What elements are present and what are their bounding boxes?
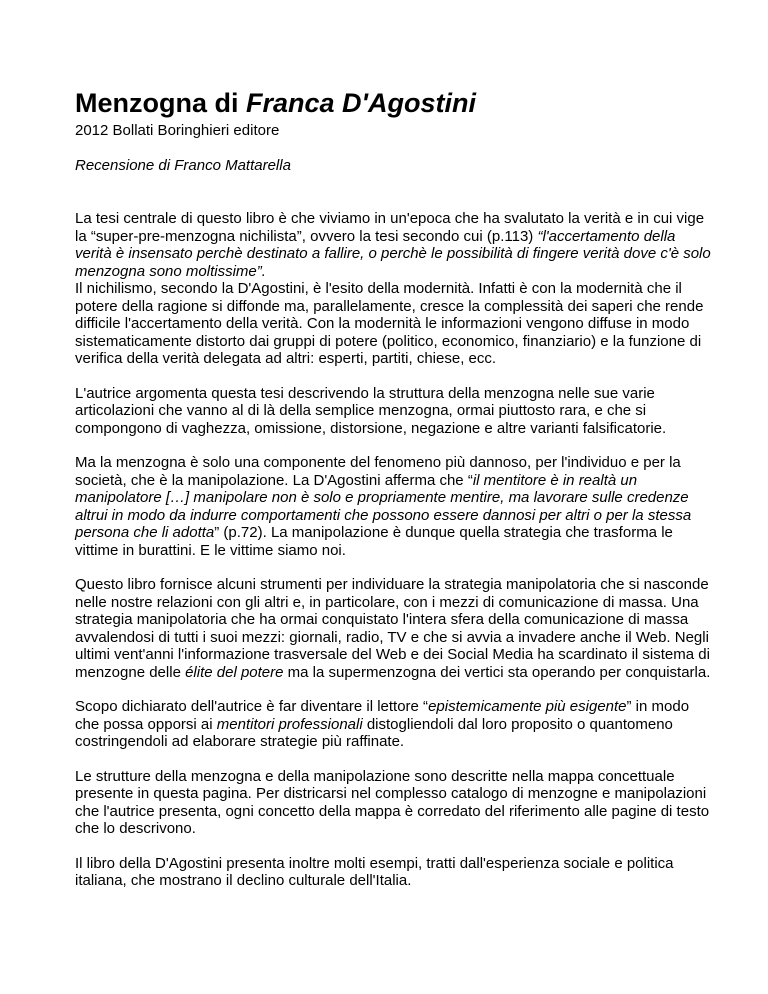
paragraph-1-text: La tesi centrale di questo libro è che viviamo in un'epoca che ha svalutato la verità e in cui vige la “super-pre-menzogna nichilista”, ovvero la tesi secondo cui (p.113)	[75, 210, 705, 245]
paragraph-5-text: Scopo dichiarato dell'autrice è far diventare il lettore “	[75, 698, 429, 715]
paragraph-5-emphasis-1: epistemicamente più esigente	[428, 698, 627, 715]
paragraph-5-text-3: distogliendoli dal loro proposito o quantomeno costringendoli ad elaborare strategie più raffinate.	[75, 715, 673, 750]
paragraph-2: L'autrice argomenta questa tesi descrivendo la struttura della menzogna nelle sue varie articolazioni che vanno al di là della semplice menzogna, ormai piuttosto rara, e che si compongono di vaghezza, omissione, distorsione, negazione e altre varianti falsificatorie.	[75, 384, 667, 437]
paragraph-5	[75, 698, 715, 751]
paragraph-4-continuation: ma la supermenzogna dei vertici sta operando per conquistarla.	[283, 663, 711, 681]
paragraph-1-quote: “l'accertamento della verità è insensato perchè destinato a fallire, o perchè le possibilità di fingere verità dove c'è solo menzogna sono moltissime”.	[75, 227, 711, 280]
paragraph-1-continuation: Il nichilismo, secondo la D'Agostini, è l'esito della modernità. Infatti è con la modernità che il potere della ragione si diffonde ma, parallelamente, cresce la complessità dei saperi che rende difficile l'accertamento della verità. Con la modernità le informazioni vengono diffuse in modo sistematicamente distorto dai gruppi di potere (politico, economico, finanziario) e la funzione di verifica della verità delegata ad altri: esperti, partiti, chiese, ecc.	[75, 280, 704, 367]
paragraph-5-emphasis-2: mentitori professionali	[216, 715, 363, 733]
paragraph-4-text: Questo libro fornisce alcuni strumenti per individuare la strategia manipolatoria che si nasconde nelle nostre relazioni con gli altri e, in particolare, con i mezzi di comunicazione di massa. Una strategia manipolatoria che ha ormai conquistato l'intera sfera della comunicazione di massa avvalendosi di tutti i suoi mezzi: giornali, radio, TV e che si avvia a invadere anche il Web. Negli ultimi vent'anni l'informazione trasversale del Web e dei Social Media ha scardinato il sistema di menzogne delle	[75, 576, 710, 681]
book-author: Franca D'Agostini	[246, 88, 476, 118]
reviewer-line: Recensione di Franco Mattarella	[75, 157, 291, 174]
paragraph-3-quote: il mentitore è in realtà un manipolatore […] manipolare non è solo e propriamente mentire, ma lavorare sulle credenze altrui in modo da indurre comportamenti che possono essere dannosi per altri o per la stessa persona che li adotta	[75, 471, 692, 541]
paragraph-3	[75, 454, 715, 559]
book-title: Menzogna	[75, 88, 207, 118]
paragraph-1	[75, 210, 715, 368]
paragraph-6: Le strutture della menzogna e della manipolazione sono descritte nella mappa concettuale presente in questa pagina. Per districarsi nel complesso catalogo di menzogne e manipolazioni che l'autrice presenta, ogni concetto della mappa è corredato del riferimento alle pagine di testo che lo descrivono.	[75, 767, 710, 837]
paragraph-5-text-2: ” in modo che possa opporsi ai	[75, 698, 690, 733]
paragraph-3-continuation: ” (p.72). La manipolazione è dunque quella strategia che trasforma le vittime in burattini. E le vittime siamo noi.	[75, 524, 673, 559]
paragraph-7: Il libro della D'Agostini presenta inoltre molti esempi, tratti dall'esperienza sociale e politica italiana, che mostrano il declino culturale dell'Italia.	[75, 854, 674, 889]
paragraph-4	[75, 576, 715, 681]
document-page	[75, 88, 715, 890]
document-title	[75, 88, 715, 118]
paragraph-3-text: Ma la menzogna è solo una componente del fenomeno più dannoso, per l'individuo e per la società, che è la manipolazione. La D'Agostini afferma che “	[75, 454, 681, 489]
title-connector: di	[207, 88, 246, 118]
publisher-line: 2012 Bollati Boringhieri editore	[75, 122, 280, 139]
paragraph-4-emphasis: élite del potere	[185, 663, 284, 681]
